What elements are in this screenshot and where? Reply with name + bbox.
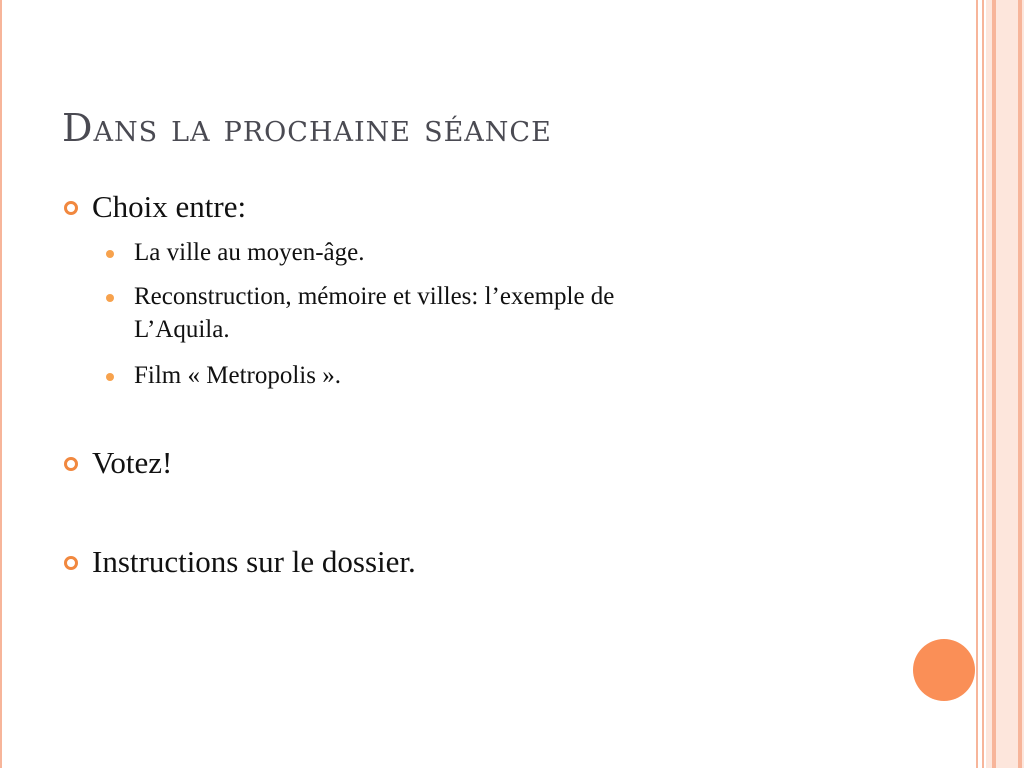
circle-bullet-icon [64, 556, 78, 570]
bullet-text: Votez! [92, 445, 173, 480]
right-stripe [996, 0, 1018, 768]
sub-item-text [134, 280, 794, 346]
left-border [0, 0, 6, 768]
circle-bullet-icon [64, 457, 78, 471]
slide-title: Dans la prochaine séance [62, 106, 552, 150]
dot-bullet-icon [106, 294, 114, 302]
dot-bullet-icon [106, 373, 114, 381]
decorative-circle [913, 639, 975, 701]
sub-item-line: Reconstruction, mémoire et villes: l’exemple de [134, 283, 615, 310]
sub-item-line: L’Aquila. [134, 316, 230, 343]
sub-item-text: La ville au moyen-âge. [134, 239, 365, 266]
right-stripe [976, 0, 978, 768]
circle-bullet-icon [64, 201, 78, 215]
sub-item-text: Film « Metropolis ». [134, 362, 341, 389]
bullet-text: Instructions sur le dossier. [92, 544, 416, 579]
right-stripe [982, 0, 984, 768]
dot-bullet-icon [106, 250, 114, 258]
bullet-text: Choix entre: [92, 189, 247, 224]
